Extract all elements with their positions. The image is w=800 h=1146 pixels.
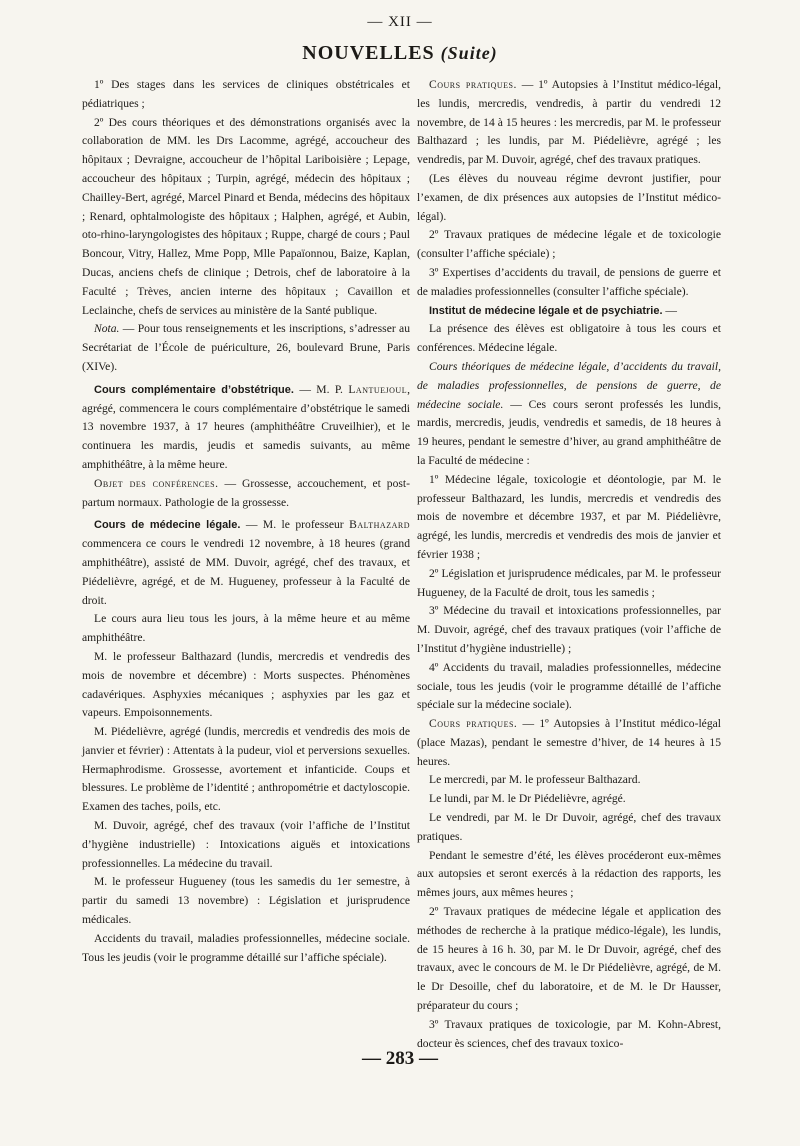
running-header-page-number: — XII — (367, 14, 433, 30)
page-number: — 283 — (362, 1048, 438, 1069)
objet-label: Objet des conférences. (94, 476, 219, 490)
paragraph: Le mercredi, par M. le professeur Balthazard. (429, 773, 641, 787)
paragraph: Le lundi, par M. le Dr Piédelièvre, agrégé. (429, 792, 626, 806)
institute-heading (417, 302, 721, 321)
title-suite: (Suite) (440, 43, 498, 63)
obstetrics-paragraph (82, 381, 410, 475)
cp2-label: Cours pratiques. (429, 717, 518, 731)
page-title (0, 42, 800, 65)
legal-paragraph (82, 516, 410, 610)
objet-paragraph (82, 475, 410, 513)
paragraph: Le vendredi, par M. le Dr Duvoir, agrégé, chef des travaux pratiques. (417, 811, 721, 843)
paragraph: La présence des élèves est obligatoire à tous les cours et conférences. Médecine légale. (417, 322, 721, 355)
paragraph: 1º Médecine légale, toxicologie et déontologie, par M. le professeur Balthazard, les lundis, mercredis et vendredis des mois de novembre et décembre 1937, et par M. Piédelièvre, agrégé, les lundis, mercredis et vendredis des mois de janvier et février 1938 ; (417, 472, 721, 561)
paragraph: Pendant le semestre d’été, les élèves procéderont eux-mêmes aux autopsies et seront exercés à la rédaction des rapports, les mêmes jours, aux mêmes heures ; (417, 848, 721, 900)
section-heading-obstetrics: Cours complémentaire d’obstétrique. (94, 383, 294, 396)
title-text: NOUVELLES (302, 42, 435, 64)
paragraph: M. le professeur Hugueney (tous les samedis du 1er semestre, à partir du samedi 13 novembre) : Législation et jurisprudence médicales. (82, 875, 410, 927)
paragraph: 2º Législation et jurisprudence médicales, par M. le professeur Hugueney, de la Faculté de droit, tous les samedis ; (417, 566, 721, 599)
paragraph: M. Duvoir, agrégé, chef des travaux (voir l’affiche de l’Institut d’hygiène industrielle) : Intoxications aiguës et intoxications professionnelles. La médecine du travail. (82, 819, 410, 870)
cours-pratiques-paragraph (417, 76, 721, 170)
objet-text: — Grossesse, accouchement, et post-partum normaux. Pathologie de la grossesse. (82, 476, 410, 509)
left-column (82, 76, 410, 967)
paragraph: 2º Des cours théoriques et des démonstrations organisés avec la collaboration de MM. les Drs Lacomme, agrégé, accoucheur des hôpitaux ; Devraigne, accoucheur de l’hôpital Lariboisière ; Lepage, accoucheur des hôpitaux ; Turpin, agrégé, médecin des hôpitaux ; Chailley-Bert, agrégé, Marcel Pinard et Benda, médecins des hôpitaux ; Renard, ophtalmologiste des hôpitaux ; Halphen, agrégé, et Aubin, oto-rhino-laryngologistes des hôpitaux ; Ruppe, chargé de cours ; Paul Boncour, Vitry, Hallez, Mme Popp, Mlle Papaïonnou, Baize, Kaplan, Ducas, anciens chefs de clinique ; Detrois, chef de laboratoire à la Faculté ; Trèves, ancien interne des hôpitaux ; Cavaillon et Leclainche, chefs de services au ministère de la Santé publique. (82, 115, 410, 317)
ct-italic: Cours théoriques de médecine légale, d’accidents du travail, de maladies professionnelles, de pensions de guerre, de médecine sociale. (417, 359, 721, 411)
paragraph: Le cours aura lieu tous les jours, à la même heure et au même amphithéâtre. (82, 612, 410, 645)
paragraph: 3º Médecine du travail et intoxications professionnelles, par M. Duvoir, agrégé, chef des travaux pratiques (voir l’affiche de l’Institut d’hygiène industrielle) ; (417, 604, 721, 655)
paragraph: M. le professeur Balthazard (lundis, mercredis et vendredis des mois de novembre et décembre) : Morts suspectes. Phénomènes cadavériques. Asphyxies mécaniques ; asphyxies par les gaz et vapeurs. Empoisonnements. (82, 649, 410, 720)
section-heading-legal-medicine: Cours de médecine légale. (94, 519, 241, 532)
right-column (417, 76, 721, 1053)
nota-text: — Pour tous renseignements et les inscriptions, s’adresser au Secrétariat de l’École de puériculture, 26, boulevard Brune, Paris (XIVe). (82, 322, 410, 373)
paragraph: 1º Des stages dans les services de cliniques obstétricales et pédiatriques ; (82, 78, 410, 110)
paragraph: 3º Travaux pratiques de toxicologie, par M. Kohn-Abrest, docteur ès sciences, chef des travaux toxico- (417, 1017, 721, 1050)
paragraph: 2º Travaux pratiques de médecine légale et de toxicologie (consulter l’affiche spéciale) ; (417, 228, 721, 261)
cours-theoriques-paragraph (417, 358, 721, 471)
nota-paragraph (82, 320, 410, 376)
obst-prof: Lantuejoul (348, 382, 408, 396)
paragraph: 3º Expertises d’accidents du travail, de pensions de guerre et de maladies professionnelles (consulter l’affiche spéciale). (417, 265, 721, 298)
inst-dash: — (662, 303, 678, 317)
obst-text-b: , agrégé, commencera le cours complémentaire d’obstétrique le samedi 13 novembre 1937, à 17 heures (amphithéâtre Cruveilhier), et le continuera les mardis, jeudis et samedis suivants, au même amphithéâtre, à la même heure. (82, 382, 410, 471)
legal-text-b: commencera ce cours le vendredi 12 novembre, à 18 heures (grand amphithéâtre), assisté de MM. Duvoir, agrégé, chef des travaux, et Piédelièvre, agrégé, et de M. Hugueney, professeur à la Faculté de droit. (82, 537, 410, 607)
paragraph: M. Piédelièvre, agrégé (lundis, mercredis et vendredis des mois de janvier et février) : Attentats à la pudeur, viol et perversions sexuelles. Hermaphrodisme. Grossesse, avortement et infanticide. Coups et blessures. Le problème de l’identité ; anthropométrie et dactyloscopie. Examen des taches, poils, etc. (82, 725, 410, 814)
legal-text-a: — M. le professeur (240, 518, 350, 532)
paragraph: Accidents du travail, maladies professionnelles, médecine sociale. Tous les jeudis (voir le programme détaillé sur l’affiche spéciale). (82, 931, 410, 964)
cp-label: Cours pratiques. (429, 78, 517, 91)
ct-text: — Ces cours seront professés les lundis, mardis, mercredis, jeudis, vendredis et samedis, de 18 heures à 19 heures, pendant le semestre d’hiver, au grand amphithéâtre de la Faculté de médecine : (417, 397, 721, 467)
paragraph: 4º Accidents du travail, maladies professionnelles, médecine sociale, tous les jeudis (voir le programme détaillé de l’affiche spéciale sur la médecine sociale). (417, 660, 721, 712)
section-heading-institute: Institut de médecine légale et de psychiatrie. (429, 304, 663, 317)
nota-label: Nota. (94, 322, 120, 336)
paragraph: 2º Travaux pratiques de médecine légale et application des méthodes de recherche à la pratique médico-légale), les lundis, de 15 heures à 16 h. 30, par M. le Dr Duvoir, agrégé, chef des travaux, avec le concours de M. le Dr Piédelièvre, agrégé, de M. le Dr Desoille, chef du laboratoire, et de M. le Dr Hausser, préparateur du cours ; (417, 905, 721, 1013)
cp-text: — 1º Autopsies à l’Institut médico-légal, les lundis, mercredis, vendredis, à partir du vendredi 12 novembre, de 14 à 15 heures : les mercredis, par M. le professeur Balthazard ; les lundis, par M. Piédelièvre, agrégé ; les vendredis, par M. Duvoir, agrégé, chef des travaux pratiques. (417, 78, 721, 167)
cours-pratiques-2-paragraph (417, 715, 721, 771)
legal-prof: Balthazard (349, 518, 410, 532)
obst-text-a: — M. P. (293, 382, 349, 396)
paragraph: (Les élèves du nouveau régime devront justifier, pour l’examen, de dix présences aux autopsies de l’Institut médico-légal). (417, 171, 721, 223)
cp2-text: — 1º Autopsies à l’Institut médico-légal (place Mazas), pendant le semestre d’hiver, de 14 heures à 15 heures. (417, 717, 721, 768)
